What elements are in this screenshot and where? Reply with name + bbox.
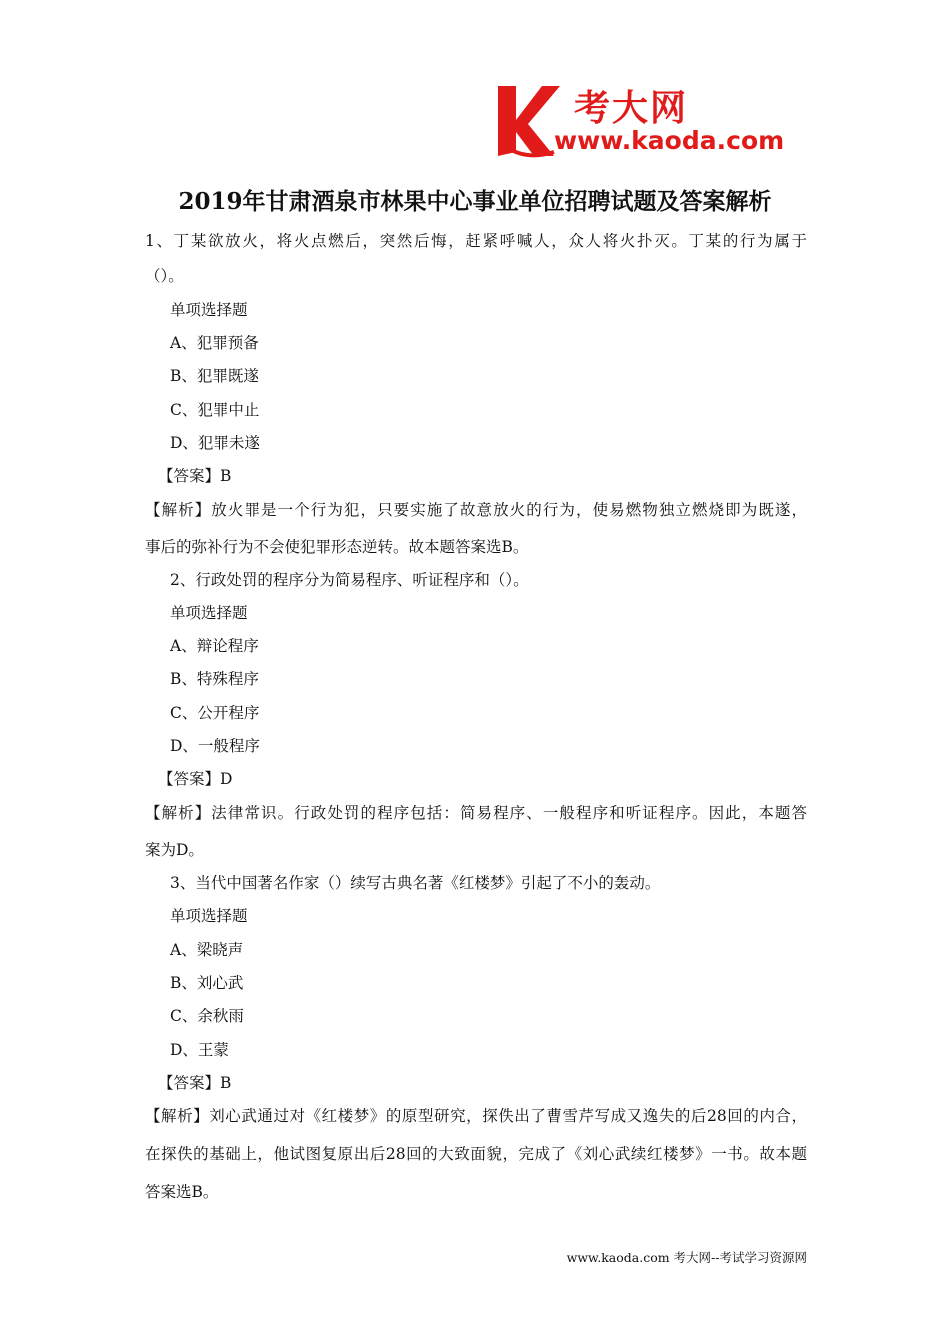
kaoda-logo bbox=[492, 80, 812, 162]
q2-analysis-line2: 案为D。 bbox=[145, 841, 204, 859]
q2-analysis-line1: 【解析】法律常识。行政处罚的程序包括：简易程序、一般程序和听证程序。因此，本题答 bbox=[145, 804, 807, 822]
q1-analysis-line2: 事后的弥补行为不会使犯罪形态逆转。故本题答案选B。 bbox=[145, 538, 529, 556]
q3-option-b: B、刘心武 bbox=[170, 974, 244, 992]
q2-option-a: A、辩论程序 bbox=[170, 637, 259, 655]
q2-type: 单项选择题 bbox=[170, 604, 248, 622]
k-logo-icon bbox=[492, 82, 562, 158]
q3-answer: 【答案】B bbox=[158, 1074, 232, 1092]
q2-stem: 2、行政处罚的程序分为简易程序、听证程序和（）。 bbox=[170, 571, 529, 589]
q1-analysis-line1: 【解析】放火罪是一个行为犯，只要实施了故意放火的行为，使易燃物独立燃烧即为既遂， bbox=[145, 501, 807, 519]
q3-analysis-line2: 在探佚的基础上，他试图复原出后28回的大致面貌，完成了《刘心武续红楼梦》一书。故本题 bbox=[145, 1145, 807, 1163]
q3-option-d: D、王蒙 bbox=[170, 1041, 229, 1059]
q1-option-d: D、犯罪未遂 bbox=[170, 434, 260, 452]
q1-option-a: A、犯罪预备 bbox=[170, 334, 259, 352]
q2-option-d: D、一般程序 bbox=[170, 737, 260, 755]
q2-option-b: B、特殊程序 bbox=[170, 670, 259, 688]
q1-option-b: B、犯罪既遂 bbox=[170, 367, 259, 385]
q1-stem-line2: （）。 bbox=[145, 267, 184, 285]
page-footer: www.kaoda.com 考大网--考试学习资源网 bbox=[566, 1250, 807, 1265]
q3-option-c: C、余秋雨 bbox=[170, 1007, 244, 1025]
q2-option-c: C、公开程序 bbox=[170, 704, 260, 722]
q3-type: 单项选择题 bbox=[170, 907, 248, 925]
page-title: 2019年甘肃酒泉市林果中心事业单位招聘试题及答案解析 bbox=[178, 188, 772, 215]
q3-stem: 3、当代中国著名作家（）续写古典名著《红楼梦》引起了不小的轰动。 bbox=[170, 874, 661, 892]
q1-stem-line1: 1、丁某欲放火，将火点燃后，突然后悔，赶紧呼喊人，众人将火扑灭。丁某的行为属于 bbox=[145, 232, 807, 250]
q2-answer: 【答案】D bbox=[158, 770, 233, 788]
q3-option-a: A、梁晓声 bbox=[170, 941, 244, 959]
logo-chinese-text: 考大网 bbox=[574, 88, 689, 129]
q1-option-c: C、犯罪中止 bbox=[170, 401, 260, 419]
q1-type: 单项选择题 bbox=[170, 301, 248, 319]
q3-analysis-line1: 【解析】刘心武通过对《红楼梦》的原型研究，探佚出了曹雪芹写成又逸失的后28回的内合， bbox=[145, 1107, 807, 1125]
logo-url-text: www.kaoda.com bbox=[554, 126, 785, 155]
q1-answer: 【答案】B bbox=[158, 467, 232, 485]
q3-analysis-line3: 答案选B。 bbox=[145, 1183, 219, 1201]
